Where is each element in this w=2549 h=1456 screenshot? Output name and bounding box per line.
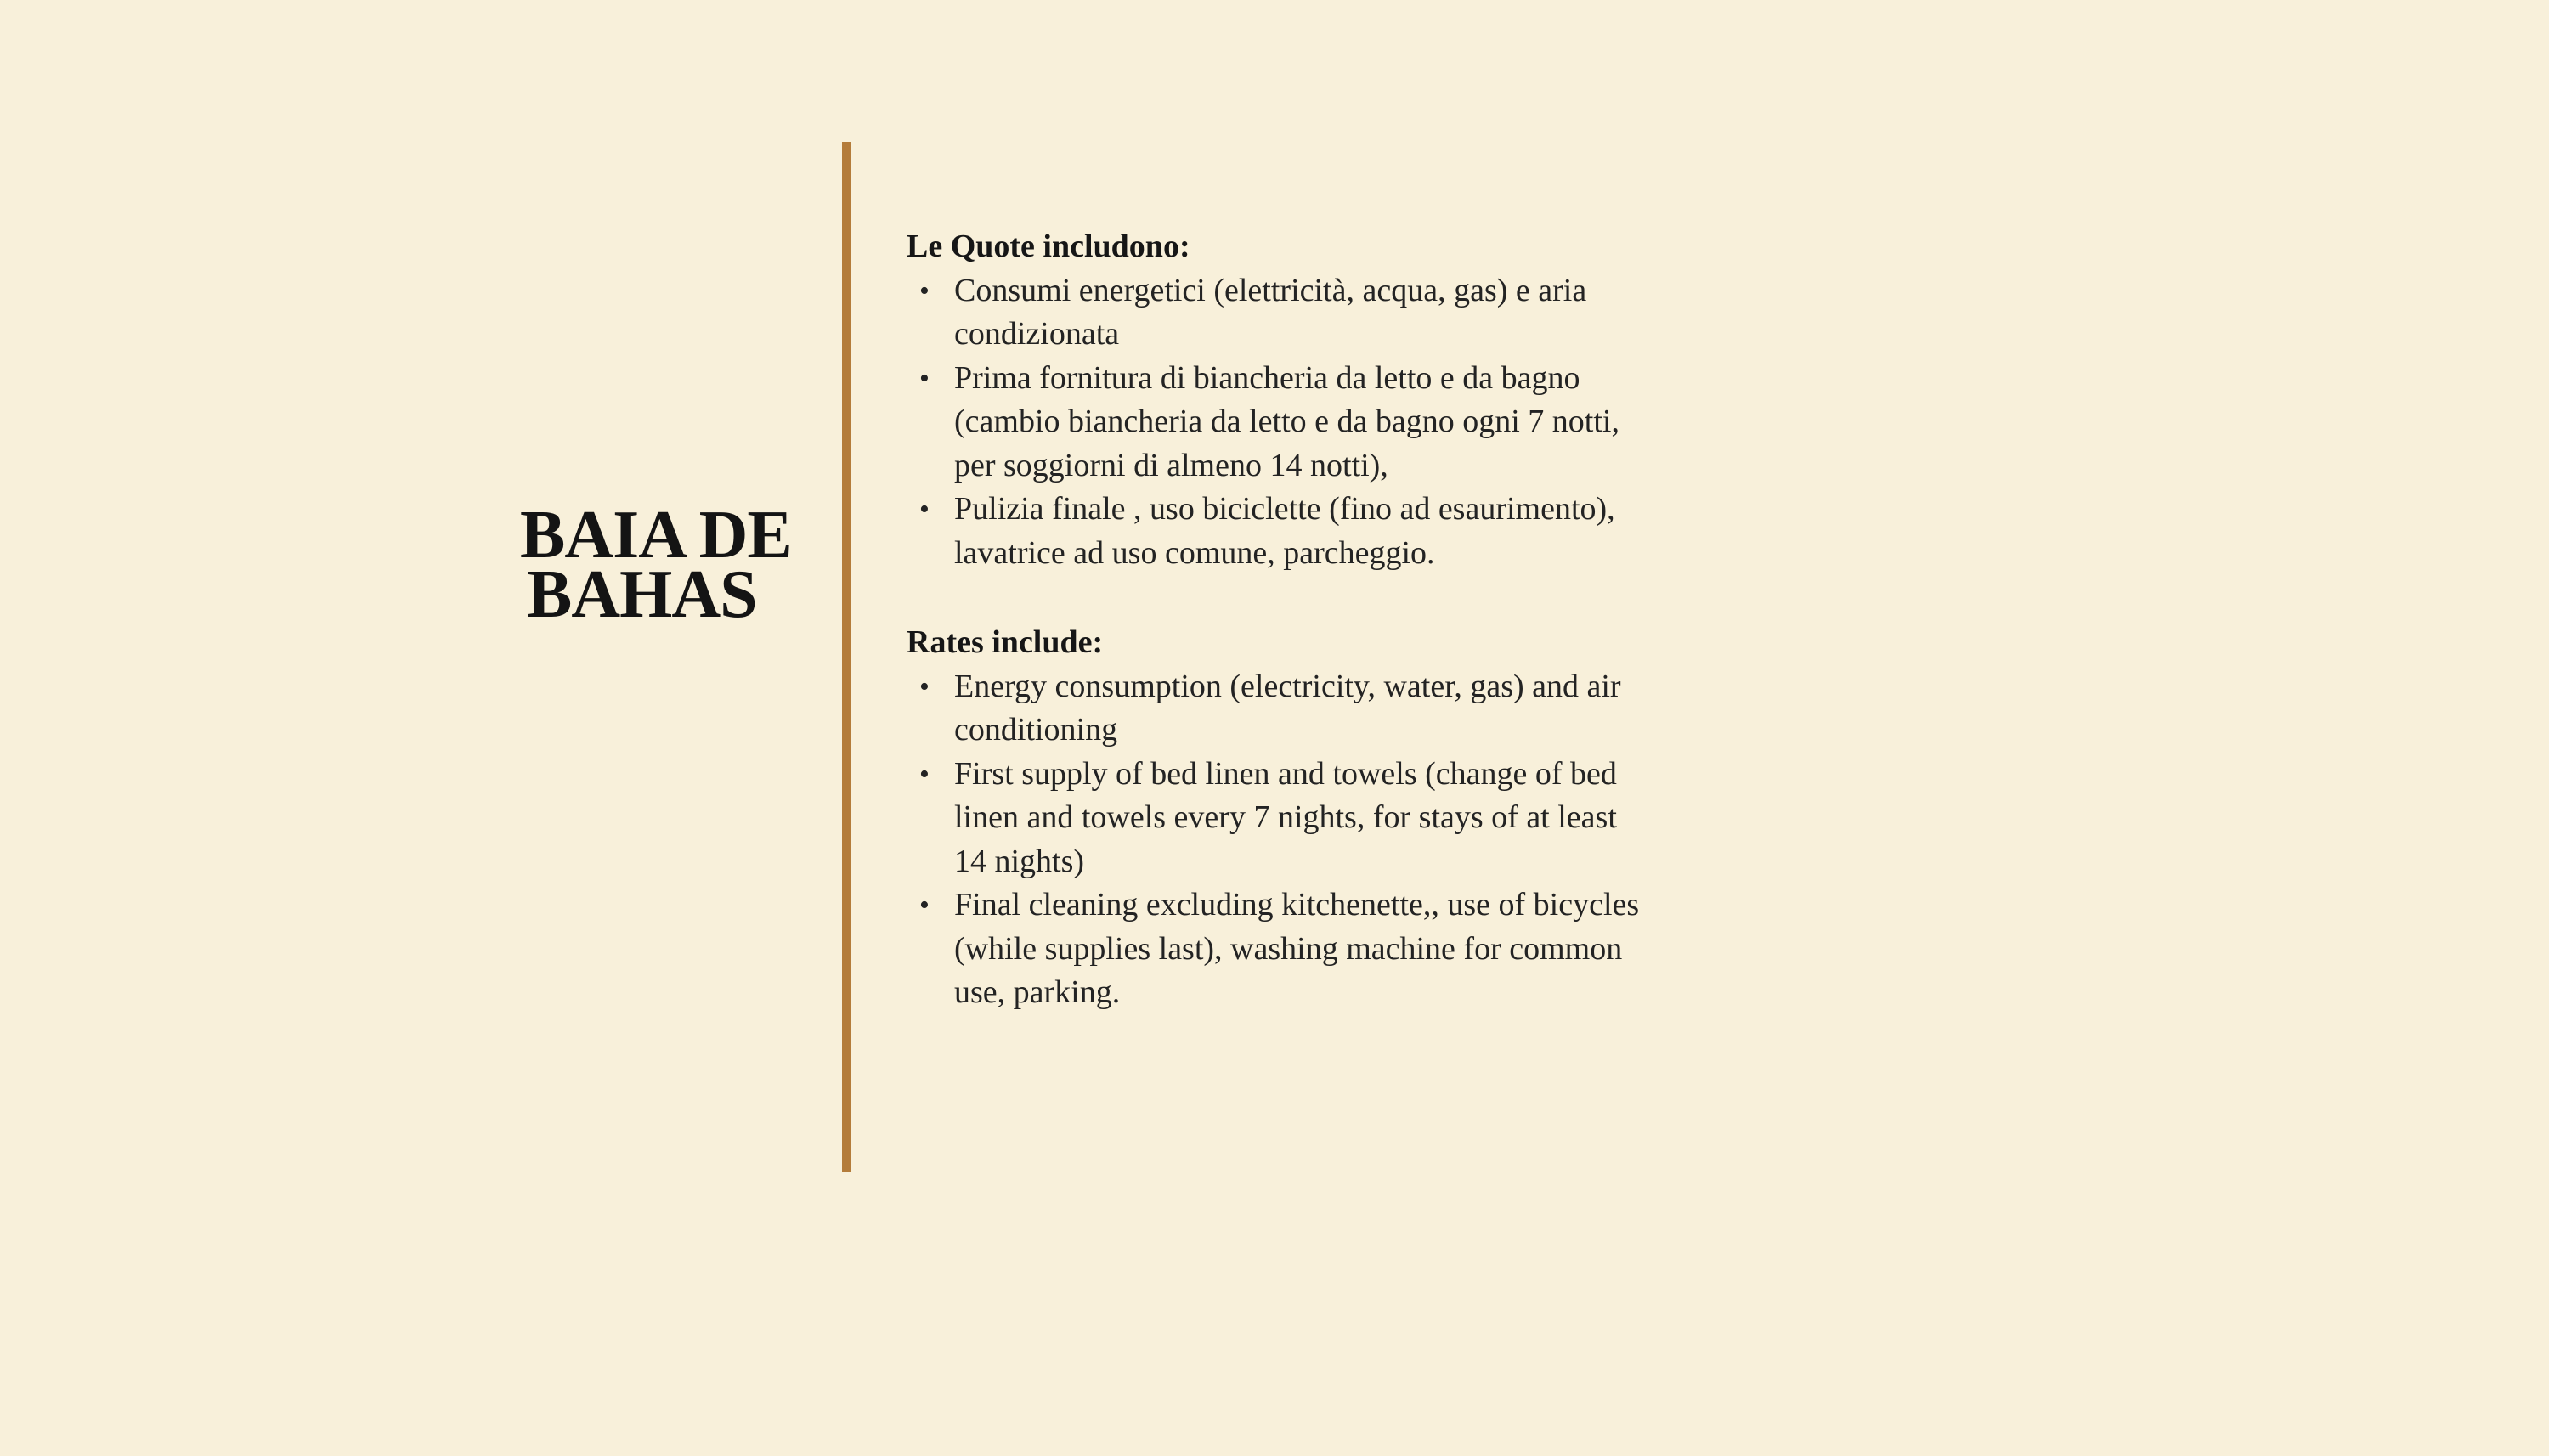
title-line-2: BAHAS (527, 557, 757, 632)
list-item (907, 357, 1654, 488)
bullet-icon: • (919, 889, 930, 921)
list-item-text: Pulizia finale , uso biciclette (fino ad esaurimento), lavatrice ad uso comune, parcheggio. (954, 491, 1615, 571)
list-item-text: Final cleaning excluding kitchenette,, use of bicycles (while supplies last), washing machine for common use, parking. (954, 887, 1640, 1010)
list-item-text: Consumi energetici (elettricità, acqua, gas) e aria condizionata (954, 272, 1587, 352)
property-title (520, 498, 851, 632)
bullet-icon: • (919, 670, 930, 703)
list-item (907, 488, 1654, 575)
bullet-icon: • (919, 362, 930, 394)
english-rates-list (907, 665, 1654, 1015)
italian-rates-list (907, 269, 1654, 576)
english-rates-section (907, 621, 1654, 1015)
rates-content (907, 225, 1654, 1015)
list-item-text: First supply of bed linen and towels (change of bed linen and towels every 7 nights, for stays of at least 14 nights) (954, 755, 1617, 879)
italian-rates-heading: Le Quote includono: (907, 229, 1190, 264)
vertical-divider (842, 142, 851, 1172)
bullet-icon: • (919, 758, 930, 790)
title-line-1: BAIA DE (520, 498, 792, 573)
list-item (907, 753, 1654, 884)
bullet-icon: • (919, 274, 930, 307)
italian-rates-section (907, 225, 1654, 575)
bullet-icon: • (919, 494, 930, 525)
english-rates-heading: Rates include: (907, 624, 1104, 660)
list-item (907, 883, 1654, 1015)
list-item-text: Energy consumption (electricity, water, gas) and air conditioning (954, 668, 1621, 748)
list-item-text: Prima fornitura di biancheria da letto e da bagno (cambio biancheria da letto e da bagno ogni 7 notti, per soggiorni di almeno 14 notti), (954, 359, 1619, 483)
list-item (907, 665, 1654, 753)
list-item (907, 269, 1654, 357)
